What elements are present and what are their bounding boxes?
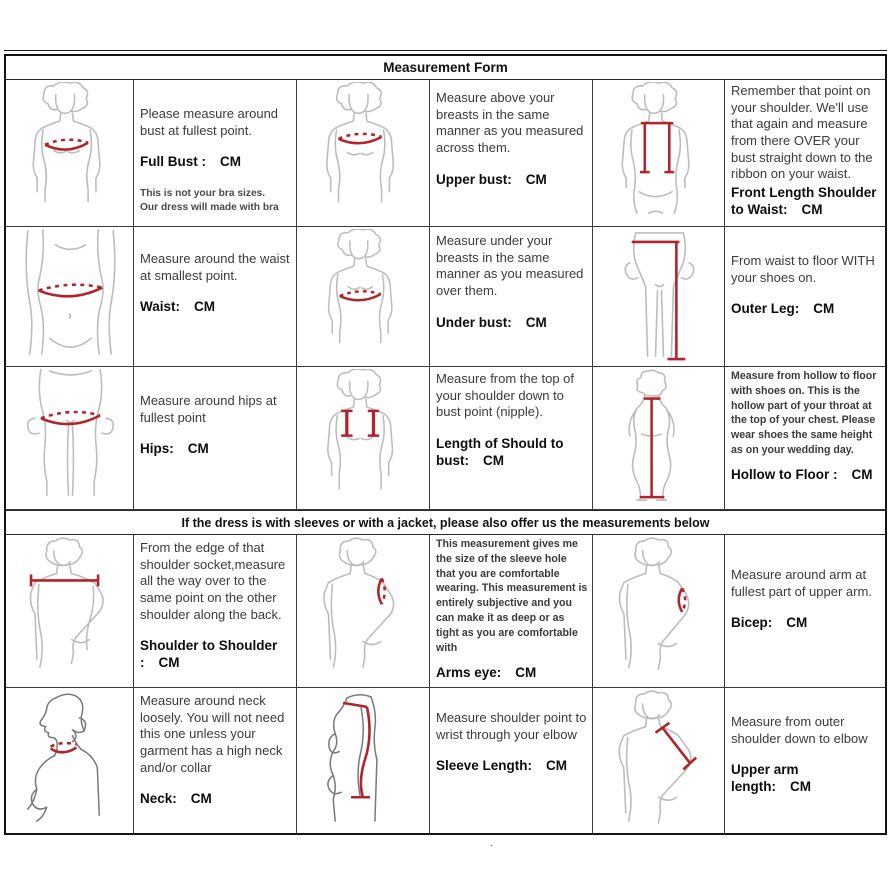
measurement-name: Arms eye:	[436, 664, 502, 680]
hips-figure	[8, 369, 131, 507]
measurement-form-table	[4, 54, 887, 835]
instruction-text: Measure under your breasts in the same manner as you measured over them.	[436, 233, 584, 298]
measure-mark	[640, 123, 674, 172]
measurement-label-line	[436, 172, 588, 189]
body-sketch	[33, 82, 100, 201]
cell-outer-leg	[725, 227, 885, 367]
cell-hips	[134, 367, 297, 510]
instruction-text: Measure around hips at fullest point	[140, 393, 277, 425]
body-sketch	[328, 695, 377, 821]
unit-label: CM	[158, 655, 180, 670]
cell-figure-shoulder-to-bust	[297, 367, 430, 510]
measurement-name: Shoulder to Shoulder :	[140, 638, 278, 670]
unit-label: CM	[851, 466, 873, 482]
measurement-name: Length of Should to bust:	[436, 435, 564, 468]
instruction-text: Measure shoulder point to wrist through your elbow	[436, 710, 587, 742]
instruction-text: Please measure around bust at fullest point.	[140, 106, 279, 138]
instruction-text: From the edge of that shoulder socket,measure all the way over to the same point on the other shoulder along the back.	[140, 540, 286, 622]
cell-upper-bust	[430, 80, 593, 227]
note-line: This is not your bra sizes.	[140, 188, 266, 200]
cell-figure-upper-bust	[297, 80, 430, 227]
body-sketch	[619, 691, 691, 823]
hollow-to-floor-figure	[595, 369, 722, 507]
measurement-label-line	[140, 441, 292, 458]
instruction-text: Remember that point on your shoulder. We'll use that again and measure from there OVER your bust straight down to the ribbon on your waist.	[731, 83, 873, 182]
unit-label: CM	[220, 154, 241, 170]
measurement-label-line	[140, 299, 292, 316]
measurement-label-line	[731, 467, 881, 484]
measurement-name: Upper arm length:	[731, 762, 799, 795]
measurement-name: Hollow to Floor :	[731, 466, 838, 482]
arms-eye-figure	[299, 537, 427, 685]
unit-label: CM	[801, 201, 823, 217]
measurement-name: Full Bust :	[140, 154, 206, 170]
cell-figure-under-bust	[297, 227, 430, 367]
upper-bust-figure	[299, 82, 427, 224]
cell-figure-hips	[6, 367, 134, 510]
cell-arms-eye	[430, 535, 593, 688]
form-title: Measurement Form	[6, 56, 885, 80]
measurement-grid	[6, 56, 885, 833]
body-sketch	[625, 233, 693, 356]
measurement-name: Front Length Shoulder to Waist:	[731, 184, 877, 217]
unit-label: CM	[187, 441, 209, 457]
cell-neck	[134, 688, 297, 833]
measurement-label-line	[731, 301, 881, 318]
measurement-label-line	[436, 315, 588, 332]
measurement-name: Neck:	[140, 791, 177, 807]
measurement-label-line	[731, 762, 881, 796]
measurement-name: Waist:	[140, 299, 180, 315]
unit-label: CM	[483, 452, 504, 468]
unit-label: CM	[790, 779, 811, 795]
note-line: Our dress will made with bra	[140, 201, 279, 213]
measurement-label-line	[140, 638, 292, 672]
under-bust-figure	[299, 229, 427, 364]
cell-figure-arms-eye	[297, 535, 430, 688]
cell-front-length-shoulder-to-waist	[725, 80, 885, 227]
instruction-text: This measurement gives me the size of the sleeve hole that you are comfortable wearing. This measurement is entirely subjective and you can make it as deep or as tight as you are comfortable with	[436, 538, 588, 654]
shoulder-to-shoulder-figure	[8, 537, 131, 685]
measure-mark	[39, 285, 103, 297]
upper-arm-length-figure	[595, 690, 722, 831]
measurement-name: Outer Leg:	[731, 301, 800, 317]
instruction-text: Measure from the top of your shoulder down to bust point (nipple).	[436, 371, 575, 420]
body-sketch	[327, 82, 394, 201]
unit-label: CM	[525, 314, 547, 330]
body-sketch	[329, 229, 392, 343]
front-length-figure	[595, 82, 722, 224]
instruction-text: Measure around arm at fullest part of upper arm.	[731, 567, 872, 599]
sleeves-banner: If the dress is with sleeves or with a jacket, please also offer us the measurements below	[6, 510, 885, 535]
unit-label: CM	[813, 301, 835, 317]
measure-mark	[640, 399, 665, 498]
instruction-text: Measure from outer shoulder down to elbow	[731, 714, 868, 746]
measurement-name: Upper bust:	[436, 171, 512, 187]
unit-label: CM	[515, 664, 537, 680]
body-sketch	[328, 369, 393, 489]
cell-figure-front-length	[593, 80, 725, 227]
measurement-label-line	[731, 185, 881, 219]
cell-full-bust	[134, 80, 297, 227]
unit-label: CM	[525, 171, 547, 187]
body-sketch	[28, 694, 99, 821]
measure-mark	[632, 242, 686, 359]
body-sketch	[622, 82, 689, 213]
cell-figure-shoulder-to-shoulder	[6, 535, 134, 688]
measurement-label-line	[436, 436, 588, 470]
cell-figure-hollow-to-floor	[593, 367, 725, 510]
cell-upper-arm-length	[725, 688, 885, 833]
cell-figure-outer-leg	[593, 227, 725, 367]
cell-waist	[134, 227, 297, 367]
cell-figure-full-bust	[6, 80, 134, 227]
measure-mark	[31, 574, 98, 586]
measure-mark	[656, 723, 697, 770]
outer-leg-figure	[595, 229, 722, 364]
cell-shoulder-to-shoulder	[134, 535, 297, 688]
measurement-label-line	[436, 665, 588, 682]
cell-figure-upper-arm-length	[593, 688, 725, 833]
sleeve-length-figure	[299, 690, 427, 831]
cell-hollow-to-floor	[725, 367, 885, 510]
measure-mark	[51, 743, 77, 752]
unit-label: CM	[786, 615, 808, 631]
waist-figure	[8, 229, 131, 364]
instruction-text: Measure from hollow to floor with shoes on. This is the hollow part of your throat at the top of your chest. Please wear shoes the same height as on your wedding day.	[731, 370, 877, 457]
shoulder-to-bust-figure	[299, 369, 427, 507]
measure-mark	[341, 411, 379, 436]
bicep-figure	[595, 537, 722, 685]
unit-label: CM	[190, 791, 212, 807]
measurement-name: Bicep:	[731, 615, 773, 631]
unit-label: CM	[194, 299, 215, 315]
cell-bicep	[725, 535, 885, 688]
body-sketch	[31, 538, 104, 667]
unit-label: CM	[546, 758, 568, 774]
cell-length-of-should-to-bust	[430, 367, 593, 510]
measurement-label-line	[140, 154, 292, 171]
measurement-name: Under bust:	[436, 314, 512, 330]
instruction-text: Measure around the waist at smallest point.	[140, 251, 290, 283]
cell-figure-sleeve-length	[297, 688, 430, 833]
full-bust-figure	[8, 82, 131, 224]
cell-figure-bicep	[593, 535, 725, 688]
measurement-name: Hips:	[140, 441, 174, 457]
measure-mark	[340, 291, 381, 300]
measure-mark	[343, 703, 370, 797]
cell-under-bust	[430, 227, 593, 367]
body-sketch	[324, 538, 394, 667]
measurement-label-line	[731, 615, 881, 632]
cell-figure-neck	[6, 688, 134, 833]
measurement-label-line	[436, 758, 588, 775]
body-sketch	[28, 369, 113, 495]
instruction-text: Measure around neck loosely. You will not need this one unless your garment has a high neck and/or collar	[140, 693, 285, 775]
neck-figure	[8, 690, 131, 831]
measure-mark	[45, 140, 88, 150]
measure-mark	[339, 134, 382, 143]
instruction-text: Measure above your breasts in the same manner as you measured across them.	[436, 90, 584, 155]
measurement-label-line	[140, 791, 292, 808]
instruction-text: From waist to floor WITH your shoes on.	[731, 253, 875, 285]
cell-sleeve-length	[430, 688, 593, 833]
stray-mark: .	[490, 838, 493, 848]
measurement-name: Sleeve Length:	[436, 758, 533, 774]
cell-figure-waist	[6, 227, 134, 367]
